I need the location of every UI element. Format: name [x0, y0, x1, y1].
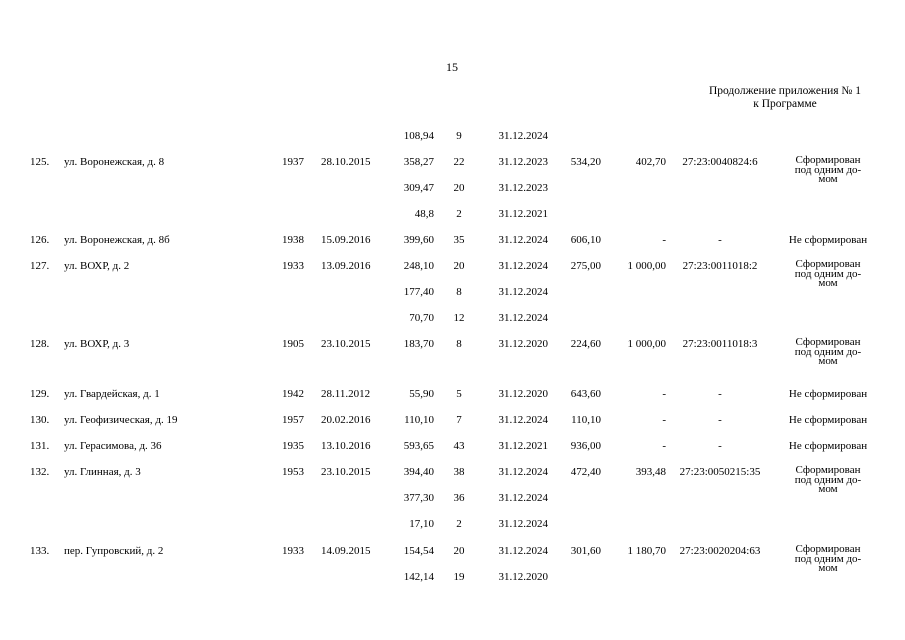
table-row: [0, 388, 905, 402]
area-cell: 377,30: [403, 492, 434, 504]
area-cell: 399,60: [403, 234, 434, 246]
status-line: Не сформирован: [788, 234, 868, 246]
cadastral-number-cell: 27:23:0011018:2: [682, 260, 758, 272]
year-cell: 1953: [282, 466, 304, 478]
deadline-cell: 31.12.2021: [498, 208, 548, 220]
row-number: 127.: [30, 260, 50, 272]
address-cell: ул. Глинная, д. 3: [64, 466, 141, 478]
deadline-cell: 31.12.2020: [498, 388, 548, 400]
row-number: 125.: [30, 156, 50, 168]
plot-area-cell: 275,00: [570, 260, 601, 272]
status-line: Сформирован: [795, 154, 861, 166]
annex-line-1: Продолжение приложения № 1: [708, 85, 862, 97]
apartments-cell: 20: [453, 260, 465, 272]
plot-area-cell: 110,10: [571, 414, 601, 426]
year-cell: 1933: [282, 260, 304, 272]
table-row: [0, 464, 905, 495]
address-cell: ул. Герасимова, д. 36: [64, 440, 162, 452]
date-cell: 23.10.2015: [321, 466, 371, 478]
address-cell: пер. Гупровский, д. 2: [64, 545, 164, 557]
plot-area-cell: 936,00: [570, 440, 601, 452]
apartments-cell: 36: [453, 492, 465, 504]
area-cell: 183,70: [403, 338, 434, 350]
cadastral-number-cell: -: [718, 440, 722, 452]
area-cell: 48,8: [414, 208, 434, 220]
area-cell: 154,54: [403, 545, 434, 557]
annex-heading: [690, 85, 880, 111]
plot-area-cell: 643,60: [570, 388, 601, 400]
status-cell: [778, 260, 878, 289]
status-cell: [778, 440, 878, 452]
apartments-cell: 9: [456, 130, 462, 142]
area-cell: 248,10: [403, 260, 434, 272]
table-row: [0, 571, 905, 585]
row-number: 132.: [30, 466, 50, 478]
apartments-cell: 38: [453, 466, 465, 478]
deadline-cell: 31.12.2024: [498, 130, 548, 142]
cadastral-number-cell: 27:23:0011018:3: [682, 338, 758, 350]
plot-area-cell: 224,60: [570, 338, 601, 350]
parcel-area-cell: -: [662, 440, 666, 452]
area-cell: 358,27: [403, 156, 434, 168]
table-row: [0, 130, 905, 144]
deadline-cell: 31.12.2024: [498, 492, 548, 504]
year-cell: 1905: [282, 338, 304, 350]
year-cell: 1933: [282, 545, 304, 557]
apartments-cell: 2: [456, 208, 462, 220]
status-cell: [778, 545, 878, 574]
area-cell: 309,47: [403, 182, 434, 194]
deadline-cell: 31.12.2024: [498, 286, 548, 298]
year-cell: 1937: [282, 156, 304, 168]
address-cell: ул. Гвардейская, д. 1: [64, 388, 160, 400]
area-cell: 177,40: [403, 286, 434, 298]
cadastral-number-cell: 27:23:0040824:6: [682, 156, 758, 168]
row-number: 131.: [30, 440, 50, 452]
status-cell: [778, 156, 878, 185]
status-line: мом: [818, 562, 838, 574]
status-cell: [778, 338, 878, 367]
date-cell: 14.09.2015: [321, 545, 371, 557]
apartments-cell: 5: [456, 388, 462, 400]
cadastral-number-cell: -: [718, 234, 722, 246]
deadline-cell: 31.12.2020: [498, 338, 548, 350]
deadline-cell: 31.12.2023: [498, 182, 548, 194]
table-row: [0, 154, 905, 185]
status-line: Не сформирован: [788, 388, 868, 400]
cadastral-number-cell: -: [718, 414, 722, 426]
status-cell: [778, 234, 878, 246]
table-row: [0, 234, 905, 248]
apartments-cell: 35: [453, 234, 465, 246]
status-line: Не сформирован: [788, 440, 868, 452]
row-number: 128.: [30, 338, 50, 350]
apartments-cell: 2: [456, 518, 462, 530]
deadline-cell: 31.12.2024: [498, 234, 548, 246]
status-cell: [778, 414, 878, 426]
cadastral-number-cell: 27:23:0050215:35: [679, 466, 761, 478]
area-cell: 55,90: [409, 388, 434, 400]
table-row: [0, 543, 905, 574]
status-line: мом: [818, 173, 838, 185]
date-cell: 13.10.2016: [321, 440, 371, 452]
status-line: Сформирован: [795, 464, 861, 476]
date-cell: 20.02.2016: [321, 414, 371, 426]
status-line: Сформирован: [795, 336, 861, 348]
plot-area-cell: 472,40: [570, 466, 601, 478]
deadline-cell: 31.12.2023: [498, 156, 548, 168]
status-line: Сформирован: [795, 258, 861, 270]
parcel-area-cell: -: [662, 234, 666, 246]
table-row: [0, 440, 905, 454]
date-cell: 28.10.2015: [321, 156, 371, 168]
date-cell: 23.10.2015: [321, 338, 371, 350]
area-cell: 70,70: [409, 312, 434, 324]
table-row: [0, 414, 905, 428]
area-cell: 17,10: [409, 518, 434, 530]
annex-line-2: к Программе: [753, 98, 817, 110]
plot-area-cell: 606,10: [570, 234, 601, 246]
apartments-cell: 22: [453, 156, 465, 168]
area-cell: 394,40: [403, 466, 434, 478]
address-cell: ул. Воронежская, д. 8б: [64, 234, 170, 246]
apartments-cell: 8: [456, 338, 462, 350]
page-number: 15: [446, 60, 458, 74]
apartments-cell: 43: [453, 440, 465, 452]
parcel-area-cell: -: [662, 414, 666, 426]
address-cell: ул. ВОХР, д. 3: [64, 338, 130, 350]
date-cell: 13.09.2016: [321, 260, 371, 272]
status-line: под одним до-: [794, 267, 862, 280]
address-cell: ул. Воронежская, д. 8: [64, 156, 165, 168]
status-line: под одним до-: [794, 163, 862, 176]
table-row: [0, 208, 905, 222]
area-cell: 142,14: [403, 571, 434, 583]
apartments-cell: 19: [453, 571, 465, 583]
parcel-area-cell: 402,70: [635, 156, 666, 168]
parcel-area-cell: 1 180,70: [627, 545, 666, 557]
apartments-cell: 7: [456, 414, 462, 426]
area-cell: 108,94: [403, 130, 434, 142]
row-number: 133.: [30, 545, 50, 557]
deadline-cell: 31.12.2024: [498, 466, 548, 478]
year-cell: 1935: [282, 440, 304, 452]
plot-area-cell: 301,60: [570, 545, 601, 557]
plot-area-cell: 534,20: [570, 156, 601, 168]
date-cell: 15.09.2016: [321, 234, 371, 246]
deadline-cell: 31.12.2020: [498, 571, 548, 583]
status-line: мом: [818, 277, 838, 289]
deadline-cell: 31.12.2024: [498, 414, 548, 426]
deadline-cell: 31.12.2024: [498, 260, 548, 272]
status-line: под одним до-: [794, 552, 862, 565]
parcel-area-cell: -: [662, 388, 666, 400]
row-number: 126.: [30, 234, 50, 246]
status-line: под одним до-: [794, 345, 862, 358]
status-cell: [778, 466, 878, 495]
deadline-cell: 31.12.2021: [498, 440, 548, 452]
deadline-cell: 31.12.2024: [498, 545, 548, 557]
address-cell: ул. Геофизическая, д. 19: [64, 414, 178, 426]
status-line: Сформирован: [795, 543, 861, 555]
year-cell: 1938: [282, 234, 304, 246]
status-cell: [778, 388, 878, 400]
deadline-cell: 31.12.2024: [498, 312, 548, 324]
status-line: мом: [818, 355, 838, 367]
cadastral-number-cell: 27:23:0020204:63: [679, 545, 761, 557]
row-number: 129.: [30, 388, 50, 400]
area-cell: 110,10: [404, 414, 434, 426]
area-cell: 593,65: [403, 440, 434, 452]
table-row: [0, 518, 905, 532]
apartments-cell: 12: [453, 312, 465, 324]
table-row: [0, 182, 905, 196]
deadline-cell: 31.12.2024: [498, 518, 548, 530]
apartments-cell: 20: [453, 545, 465, 557]
table-row: [0, 492, 905, 506]
parcel-area-cell: 1 000,00: [627, 260, 666, 272]
status-line: под одним до-: [794, 473, 862, 486]
address-cell: ул. ВОХР, д. 2: [64, 260, 130, 272]
cadastral-number-cell: -: [718, 388, 722, 400]
status-line: мом: [818, 483, 838, 495]
date-cell: 28.11.2012: [321, 388, 371, 400]
year-cell: 1957: [282, 414, 304, 426]
parcel-area-cell: 393,48: [635, 466, 666, 478]
apartments-cell: 8: [456, 286, 462, 298]
parcel-area-cell: 1 000,00: [627, 338, 666, 350]
year-cell: 1942: [282, 388, 304, 400]
status-line: Не сформирован: [788, 414, 868, 426]
row-number: 130.: [30, 414, 50, 426]
table-row: [0, 258, 905, 289]
table-row: [0, 336, 905, 367]
table-row: [0, 286, 905, 300]
apartments-cell: 20: [453, 182, 465, 194]
table-row: [0, 312, 905, 326]
